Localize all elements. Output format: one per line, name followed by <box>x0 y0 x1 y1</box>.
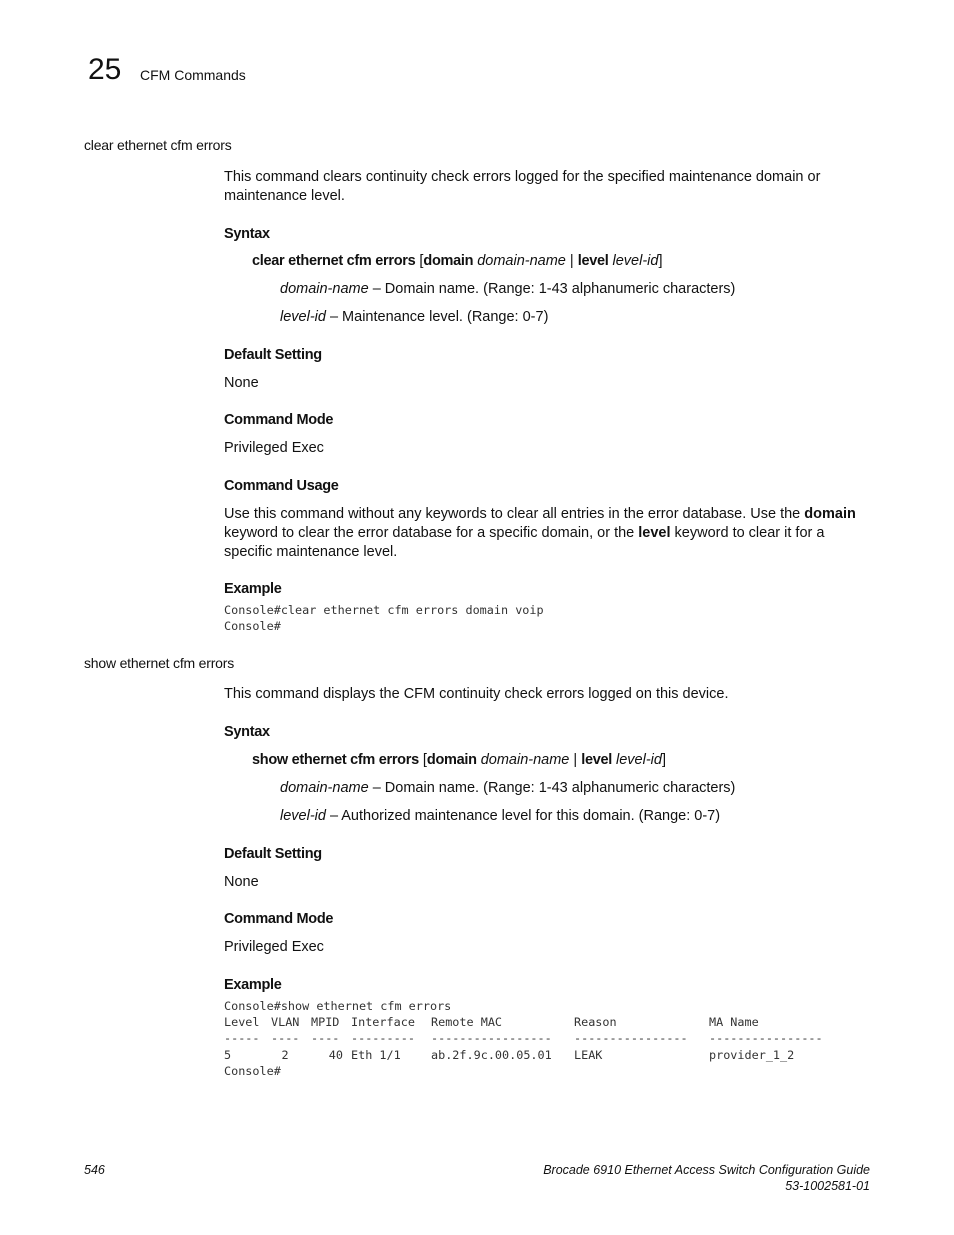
table-row <box>224 1047 823 1063</box>
footer-right <box>543 1162 870 1194</box>
syntax-arg-domain-name: domain-name <box>480 752 570 768</box>
syntax-keyword-domain: domain <box>426 752 477 768</box>
table-header: Reason <box>574 1015 617 1030</box>
table-cell-remote-mac: ab.2f.9c.00.05.01 <box>431 1047 552 1062</box>
syntax-label: Syntax <box>224 226 270 242</box>
syntax-separator: | <box>569 752 582 768</box>
usage-keyword-domain: domain <box>804 506 856 522</box>
description-clear: This command clears continuity check errors logged for the specified maintenance domain or maintenance level. <box>224 169 821 204</box>
syntax-bracket: [ <box>418 752 427 768</box>
syntax-keyword-level: level <box>581 752 612 768</box>
default-setting-value: None <box>224 375 259 391</box>
table-header: MA Name <box>709 1015 759 1030</box>
syntax-keyword-domain: domain <box>423 253 474 269</box>
syntax-bracket: [ <box>415 253 424 269</box>
usage-text: keyword to clear the error database for a specific domain, or the <box>224 525 639 541</box>
guide-title: Brocade 6910 Ethernet Access Switch Configuration Guide <box>543 1163 870 1177</box>
syntax-bracket: ] <box>661 752 666 768</box>
param-domain-name <box>280 779 735 798</box>
command-heading-clear: clear ethernet cfm errors <box>84 137 232 153</box>
syntax-arg-level-id: level-id <box>612 253 659 269</box>
command-usage-text <box>224 505 874 562</box>
syntax-arg-level-id: level-id <box>616 752 662 768</box>
table-header-row <box>224 1014 823 1030</box>
usage-text: keyword to clear it for a specific maintenance level. <box>224 525 825 560</box>
command-mode-label: Command Mode <box>224 412 334 428</box>
table-separator: ----------------- <box>431 1031 552 1046</box>
syntax-line-clear <box>252 252 662 271</box>
code-example-show <box>224 998 823 1079</box>
table-header: VLAN <box>271 1015 300 1030</box>
table-header: Remote MAC <box>431 1015 503 1030</box>
description-show: This command displays the CFM continuity check errors logged on this device. <box>224 686 729 702</box>
table-separator: ---- <box>271 1031 300 1046</box>
param-name: domain-name <box>280 780 369 796</box>
param-name: domain-name <box>280 281 369 297</box>
usage-text: Use this command without any keywords to clear all entries in the error database. Use the <box>224 506 805 522</box>
example-label: Example <box>224 977 282 993</box>
page-number: 546 <box>84 1163 105 1177</box>
param-name: level-id <box>280 808 326 824</box>
syntax-line-show <box>252 751 666 770</box>
default-setting-label: Default Setting <box>224 846 322 862</box>
table-cell-vlan: 2 <box>281 1047 289 1062</box>
param-desc: – Domain name. (Range: 1-43 alphanumeric characters) <box>368 780 736 796</box>
command-mode-value: Privileged Exec <box>224 440 324 456</box>
param-name: level-id <box>280 309 326 325</box>
default-setting-label: Default Setting <box>224 347 322 363</box>
code-line: Console#clear ethernet cfm errors domain voip <box>224 603 544 617</box>
syntax-separator: | <box>565 253 578 269</box>
table-separator-row <box>224 1030 823 1046</box>
table-separator: ---------------- <box>709 1031 823 1046</box>
syntax-arg-domain-name: domain-name <box>477 253 566 269</box>
table-separator: ----- <box>224 1031 260 1046</box>
code-line: Console# <box>224 619 281 634</box>
example-label: Example <box>224 581 282 597</box>
command-heading-show: show ethernet cfm errors <box>84 655 235 671</box>
table-cell-ma-name: provider_1_2 <box>709 1047 795 1062</box>
param-level-id <box>280 308 548 327</box>
syntax-command: show ethernet cfm errors <box>252 752 419 768</box>
syntax-keyword-level: level <box>577 253 609 269</box>
table-separator: ---------------- <box>574 1031 688 1046</box>
param-desc: – Domain name. (Range: 1-43 alphanumeric characters) <box>368 281 736 297</box>
command-usage-label: Command Usage <box>224 478 339 494</box>
param-domain-name <box>280 280 735 299</box>
syntax-bracket: ] <box>658 253 663 269</box>
table-header: Level <box>224 1015 260 1030</box>
doc-number: 53-1002581-01 <box>785 1179 870 1193</box>
table-header: Interface <box>351 1015 415 1030</box>
table-cell-reason: LEAK <box>574 1047 603 1062</box>
chapter-number: 25 <box>88 53 122 86</box>
table-cell-level: 5 <box>224 1047 232 1062</box>
table-cell-interface: Eth 1/1 <box>351 1047 401 1062</box>
code-example-clear <box>224 602 544 634</box>
command-mode-value: Privileged Exec <box>224 939 324 955</box>
syntax-label: Syntax <box>224 724 270 740</box>
table-cell-mpid: 40 <box>328 1047 343 1062</box>
syntax-command: clear ethernet cfm errors <box>252 253 416 269</box>
table-separator: ---- <box>311 1031 340 1046</box>
chapter-title: CFM Commands <box>140 67 246 83</box>
code-line: Console# <box>224 1063 281 1078</box>
param-level-id <box>280 807 720 826</box>
default-setting-value: None <box>224 874 259 890</box>
usage-keyword-level: level <box>638 525 671 541</box>
table-header: MPID <box>311 1015 340 1030</box>
command-mode-label: Command Mode <box>224 911 334 927</box>
table-separator: --------- <box>351 1031 415 1046</box>
code-line: Console#show ethernet cfm errors <box>224 999 452 1013</box>
param-desc: – Maintenance level. (Range: 0-7) <box>325 309 549 325</box>
param-desc: – Authorized maintenance level for this domain. (Range: 0-7) <box>325 808 721 824</box>
